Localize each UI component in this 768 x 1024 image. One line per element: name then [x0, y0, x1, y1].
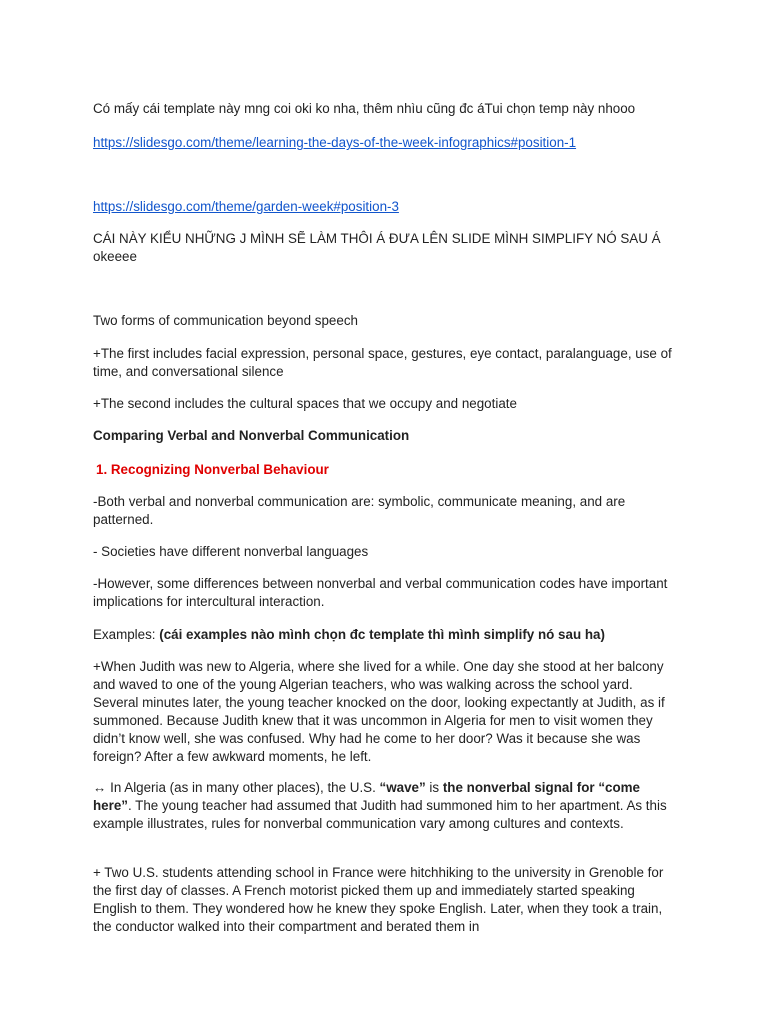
subsection-heading: 1. Recognizing Nonverbal Behaviour	[96, 462, 329, 477]
both-text: -Both verbal and nonverbal communication are: symbolic, communicate meaning, and are patterned.	[93, 494, 626, 527]
note-text: Có mấy cái template này mng coi oki ko nha, thêm nhìu cũng đc áTui chọn temp này nhooo	[93, 101, 636, 116]
algeria-rest: . The young teacher had assumed that Judith had summoned him to her apartment. As this example illustrates, rules for nonverbal communication vary among cultures and contexts.	[93, 798, 667, 831]
second-form-text: +The second includes the cultural spaces that we occupy and negotiate	[93, 396, 517, 411]
wave-term: “wave”	[379, 780, 426, 795]
algeria-intro: ↔ In Algeria (as in many other places), the U.S.	[93, 780, 380, 795]
societies-text: - Societies have different nonverbal languages	[93, 544, 369, 559]
examples-label: Examples:	[93, 627, 160, 642]
nonverbal-signal-term: the nonverbal signal for “come here”	[93, 780, 641, 813]
judith-paragraph: +When Judith was new to Algeria, where she lived for a while. One day she stood at her balcony and waved to one of the young Algerian teachers, who was walking across the school yard. Several minutes later, the young teacher knocked on the door, looking expectantly at Judith, as if summoned. Because Judith knew that it was uncommon in Algeria for men to visit women they didn’t know well, she was confused. Why had he come to her door? Was it because she was foreign? After a few awkward moments, he left.	[93, 659, 665, 764]
examples-line	[93, 626, 673, 644]
slidesgo-link-days-of-week[interactable]: https://slidesgo.com/theme/learning-the-days-of-the-week-infographics#position-1	[93, 135, 577, 150]
examples-note: (cái examples nào mình chọn đc template thì mình simplify nó sau ha)	[159, 627, 605, 642]
algeria-paragraph	[93, 779, 673, 833]
first-form-text: +The first includes facial expression, personal space, gestures, eye contact, paralanguage, use of time, and conversational silence	[93, 346, 672, 379]
however-text: -However, some differences between nonverbal and verbal communication codes have important implications for intercultural interaction.	[93, 576, 668, 609]
section-heading: Comparing Verbal and Nonverbal Communication	[93, 428, 410, 443]
algeria-is: is	[425, 780, 443, 795]
slidesgo-link-garden-week[interactable]: https://slidesgo.com/theme/garden-week#position-3	[93, 199, 399, 214]
two-forms-text: Two forms of communication beyond speech	[93, 313, 358, 328]
students-paragraph: + Two U.S. students attending school in France were hitchhiking to the university in Grenoble for the first day of classes. A French motorist picked them up and immediately started speaking English to them. They wondered how he knew they spoke English. Later, when they took a train, the conductor walked into their compartment and berated them in	[93, 865, 664, 934]
caps-note-text: CÁI NÀY KIỂU NHỮNG J MÌNH SẼ LÀM THÔI Á ĐƯA LÊN SLIDE MÌNH SIMPLIFY NÓ SAU Á okeeee	[93, 231, 661, 264]
